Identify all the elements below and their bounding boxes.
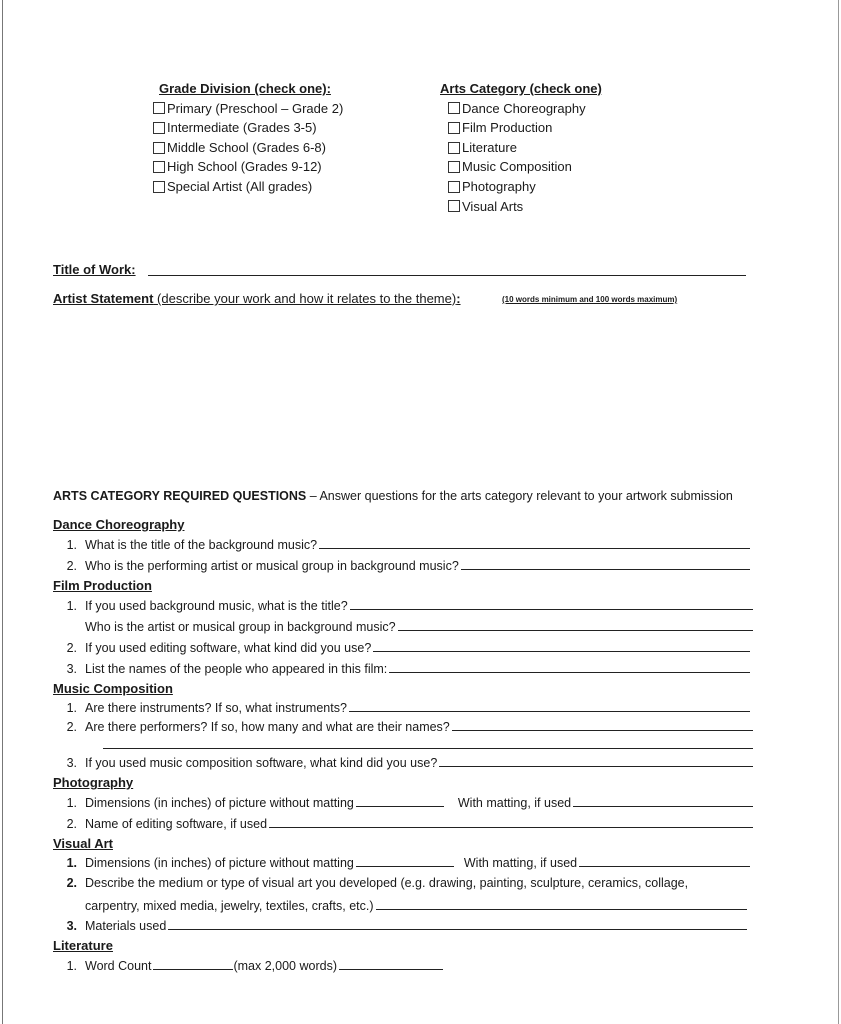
question-number: 1. (66, 959, 77, 973)
checkbox[interactable] (153, 122, 165, 134)
visual-art-question-1 (53, 854, 750, 870)
artist-statement-colon: : (456, 291, 461, 306)
question-text: Describe the medium or type of visual art you developed (e.g. drawing, painting, sculpture, ceramics, collage, (85, 876, 689, 890)
answer-line-max-words[interactable] (339, 957, 443, 970)
question-text: Who is the performing artist or musical group in background music? (85, 559, 459, 573)
arts-category-heading: Arts Category (check one) (440, 81, 602, 96)
question-text-2: (max 2,000 words) (233, 959, 337, 973)
question-text: Are there instruments? If so, what instruments? (85, 701, 347, 715)
option-label: Middle School (Grades 6-8) (167, 139, 326, 155)
question-number: 2. (66, 720, 77, 734)
music-question-2 (53, 718, 753, 734)
option-label: Dance Choreography (462, 100, 586, 116)
checkbox[interactable] (448, 102, 460, 114)
grade-option-special-artist[interactable] (153, 177, 343, 197)
answer-line-without-matting[interactable] (356, 794, 444, 807)
question-number: 1. (66, 796, 77, 810)
option-label: Film Production (462, 120, 553, 136)
checkbox[interactable] (448, 142, 460, 154)
checkbox[interactable] (448, 122, 460, 134)
grade-division-heading: Grade Division (check one): (159, 81, 331, 96)
category-option-literature[interactable] (448, 138, 602, 158)
question-text: carpentry, mixed media, jewelry, textiles, crafts, etc.) (85, 899, 374, 913)
option-label: Visual Arts (462, 198, 524, 214)
question-text: Dimensions (in inches) of picture without matting (85, 856, 354, 870)
option-label: Special Artist (All grades) (167, 178, 313, 194)
section-music-composition: Music Composition (53, 681, 173, 696)
artist-statement-description: (describe your work and how it relates to the theme) (157, 291, 457, 306)
question-number: 3. (66, 662, 77, 676)
grade-division-group (153, 79, 343, 197)
option-label: Primary (Preschool – Grade 2) (167, 100, 344, 116)
dance-question-2 (53, 557, 750, 573)
grade-option-intermediate[interactable] (153, 118, 343, 138)
visual-art-question-2-continued (53, 897, 747, 913)
answer-line-without-matting[interactable] (356, 854, 454, 867)
question-number: 3. (66, 919, 77, 933)
grade-option-high-school[interactable] (153, 157, 343, 177)
visual-art-question-2 (53, 876, 773, 890)
artist-statement-label: Artist Statement (53, 291, 154, 306)
checkbox[interactable] (153, 181, 165, 193)
option-label: Photography (462, 178, 536, 194)
answer-line[interactable] (373, 639, 750, 652)
question-text: Name of editing software, if used (85, 817, 268, 831)
checkbox[interactable] (153, 142, 165, 154)
answer-line-word-count[interactable] (153, 957, 233, 970)
answer-line-with-matting[interactable] (579, 854, 750, 867)
answer-line[interactable] (168, 917, 747, 930)
question-number: 2. (66, 817, 77, 831)
photography-question-2 (53, 815, 753, 831)
music-question-1 (53, 699, 750, 715)
answer-line[interactable] (439, 754, 753, 767)
option-label: Literature (462, 139, 517, 155)
answer-line[interactable] (319, 536, 750, 549)
question-text: If you used music composition software, what kind did you use? (85, 756, 438, 770)
category-option-film[interactable] (448, 118, 602, 138)
required-questions-heading (53, 489, 733, 503)
option-label: Music Composition (462, 159, 572, 175)
artist-statement-heading (53, 291, 461, 306)
grade-option-primary[interactable] (153, 99, 343, 119)
film-question-1 (53, 597, 753, 613)
answer-line[interactable] (398, 618, 753, 631)
question-text: Are there performers? If so, how many and what are their names? (85, 720, 450, 734)
title-of-work-label: Title of Work: (53, 262, 136, 277)
question-number: 2. (66, 641, 77, 655)
question-number: 1. (66, 701, 77, 715)
literature-question-1 (53, 957, 483, 973)
film-question-3 (53, 660, 750, 676)
answer-line[interactable] (376, 897, 747, 910)
music-question-2-extra-line[interactable] (103, 748, 753, 749)
photography-question-1 (53, 794, 753, 810)
answer-line[interactable] (452, 718, 753, 731)
checkbox[interactable] (153, 102, 165, 114)
question-text-2: With matting, if used (463, 856, 578, 870)
answer-line[interactable] (269, 815, 753, 828)
question-number: 2. (66, 876, 77, 890)
category-option-photography[interactable] (448, 177, 602, 197)
section-visual-art: Visual Art (53, 836, 113, 851)
required-questions-title: ARTS CATEGORY REQUIRED QUESTIONS (53, 489, 307, 503)
music-question-3 (53, 754, 753, 770)
dance-question-1 (53, 536, 750, 552)
page-left-edge (2, 0, 3, 1024)
answer-line-with-matting[interactable] (573, 794, 753, 807)
visual-art-question-3 (53, 917, 747, 933)
checkbox[interactable] (448, 200, 460, 212)
answer-line[interactable] (389, 660, 750, 673)
question-text: Materials used (85, 919, 167, 933)
question-number: 2. (66, 559, 77, 573)
answer-line[interactable] (349, 699, 750, 712)
film-question-1b (53, 618, 753, 634)
question-number: 3. (66, 756, 77, 770)
title-of-work-field[interactable] (148, 275, 746, 276)
question-text: What is the title of the background music? (85, 538, 318, 552)
question-text: If you used editing software, what kind did you use? (85, 641, 372, 655)
artist-statement-limits: (10 words minimum and 100 words maximum) (502, 295, 678, 304)
question-number: 1. (66, 856, 77, 870)
answer-line[interactable] (350, 597, 753, 610)
section-photography: Photography (53, 775, 134, 790)
question-text: If you used background music, what is the title? (85, 599, 348, 613)
answer-line[interactable] (461, 557, 750, 570)
section-literature: Literature (53, 938, 113, 953)
question-text: Word Count (85, 959, 152, 973)
question-number: 1. (66, 599, 77, 613)
question-number: 1. (66, 538, 77, 552)
category-option-music[interactable] (448, 157, 602, 177)
category-option-dance[interactable] (448, 99, 602, 119)
grade-option-middle-school[interactable] (153, 138, 343, 158)
question-text: Who is the artist or musical group in background music? (85, 620, 396, 634)
artist-statement-area[interactable] (53, 312, 753, 472)
arts-category-group (440, 79, 602, 216)
page-right-edge (838, 0, 839, 1024)
option-label: Intermediate (Grades 3-5) (167, 120, 317, 136)
question-text: List the names of the people who appeared in this film: (85, 662, 388, 676)
film-question-2 (53, 639, 750, 655)
section-dance-choreography: Dance Choreography (53, 517, 185, 532)
section-film-production: Film Production (53, 578, 152, 593)
checkbox[interactable] (448, 181, 460, 193)
category-option-visual-arts[interactable] (448, 197, 602, 217)
question-text-2: With matting, if used (457, 796, 572, 810)
required-questions-instruction: – Answer questions for the arts category relevant to your artwork submission (306, 489, 733, 503)
question-text: Dimensions (in inches) of picture without matting (85, 796, 354, 810)
checkbox[interactable] (153, 161, 165, 173)
option-label: High School (Grades 9-12) (167, 159, 322, 175)
checkbox[interactable] (448, 161, 460, 173)
